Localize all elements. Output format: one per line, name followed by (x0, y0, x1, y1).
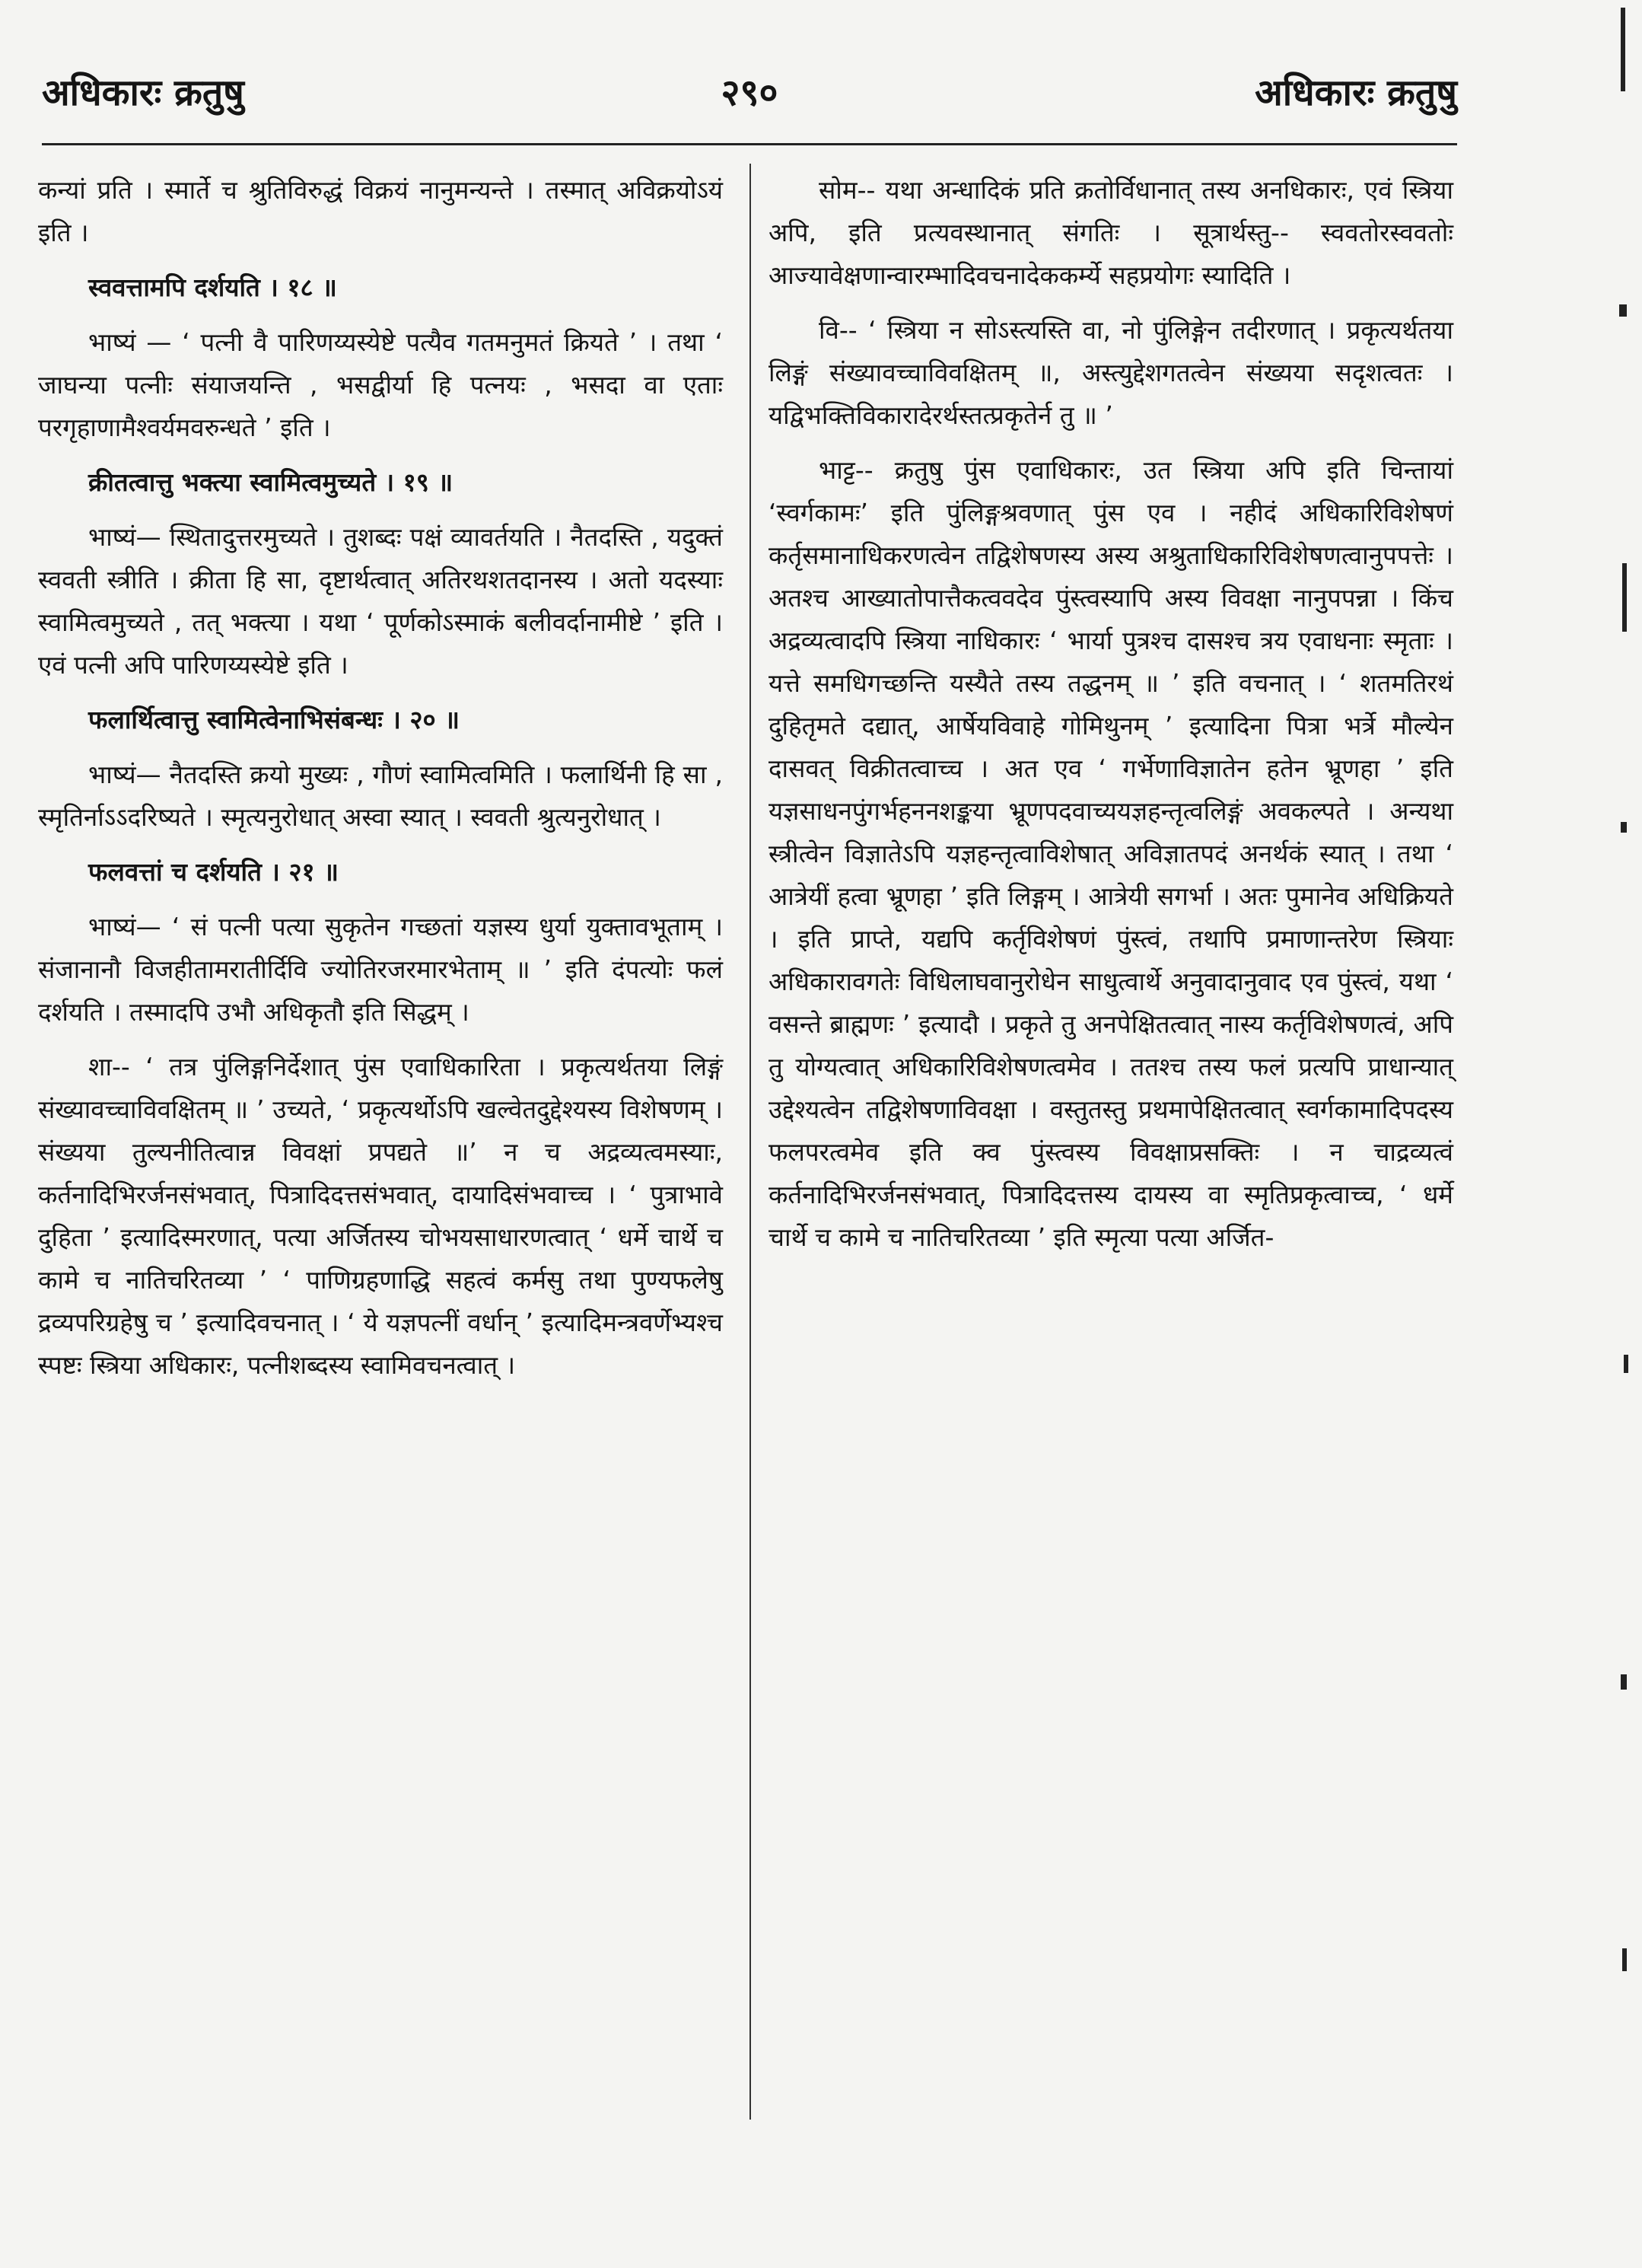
page-number: २९० (721, 72, 778, 114)
commentary-paragraph: भाष्यं— स्थितादुत्तरमुच्यते । तुशब्दः पक्षं व्यावर्तयति । नैतदस्ति , यदुक्तं स्ववती स्त्रीति । क्रीता हि सा, दृष्टार्थत्वात् अतिरथशतदानस्य । अतो यदस्याः स्वामित्वमुच्यते , तत् भक्त्या । यथा ‘ पूर्णकोऽस्माकं बलीवर्दानामीष्टे ’ इति । एवं पत्नी अपि पारिणय्यस्येष्टे इति । (38, 522, 731, 680)
sutra-line: स्ववत्तामपि दर्शयति । १८ ॥ (88, 272, 337, 302)
commentary-paragraph: भाट्ट-- क्रतुषु पुंस एवाधिकारः, उत स्त्रिया अपि इति चिन्तायां ‘स्वर्गकामः’ इति पुंलिङ्गश्रवणात् पुंस एव । नहीदं अधिकारिविशेषणं कर्तृसमानाधिकरणत्वेन तद्विशेषणस्य अस्य अश्रुताधिकारिविशेषणत्वानुपपत्तेः । अतश्च आख्यातोपात्तैकत्ववदेव पुंस्त्वस्यापि अस्य विवक्षा नानुपपन्ना । किंच अद्रव्यत्वादपि स्त्रिया नाधिकारः ‘ भार्या पुत्रश्च दासश्च त्रय एवाधनाः स्मृताः । यत्ते समधिगच्छन्ति यस्यैते तस्य तद्धनम् ॥ ’ इति वचनात् । ‘ शतमतिरथं दुहितृमते दद्यात्, आर्षेयविवाहे गोमिथुनम् ’ इत्यादिना पित्रा भर्त्रे मौल्येन दासवत् विक्रीतत्वाच्च । अत एव ‘ गर्भेणाविज्ञातेन हतेन भ्रूणहा ’ इति यज्ञसाधनपुंगर्भहननशङ्कया भ्रूणपदवाच्ययज्ञहन्तृत्वलिङ्गं अवकल्पते । अन्यथा स्त्रीत्वेन विज्ञातेऽपि यज्ञहन्तृत्वाविशेषात् अविज्ञातपदं अनर्थकं स्यात् । तथा ‘ आत्रेयीं हत्वा भ्रूणहा ’ इति लिङ्गम् । आत्रेयी सगर्भा । अतः पुमानेव अधिक्रियते । इति प्राप्ते, यद्यपि कर्तृविशेषणं पुंस्त्वं, तथापि प्रमाणान्तरेण स्त्रियाः अधिकारावगतेः विधिलाघवानुरोधेन साधुत्वार्थे अनुवादानुवाद एव पुंस्त्वं, यथा ‘ वसन्ते ब्राह्मणः ’ इत्यादौ । प्रकृते तु अनपेक्षितत्वात् नास्य कर्तृविशेषणत्वं, अपि तु योग्यत्वात् अधिकारिविशेषणत्वमेव । ततश्च तस्य फलं प्रत्यपि प्राधान्यात् उद्देश्यत्वेन तद्विशेषणाविवक्षा । वस्तुतस्तु प्रथमापेक्षितत्वात् स्वर्गकामादिपदस्य फलपरत्वमेव इति क्व पुंस्त्वस्य विवक्षाप्रसक्तिः । न चाद्रव्यत्वं कर्तनादिभिरर्जनसंभवात्, पित्रादिदत्तस्य दायस्य वा स्मृतिप्रकृत्वाच्च, ‘ धर्मे चार्थे च कामे च नातिचरितव्या ’ इति स्मृत्या पत्या अर्जित- (768, 455, 1462, 1252)
binding-mark (1622, 563, 1627, 632)
sutra-line: फलार्थित्वात्तु स्वामित्वेनाभिसंबन्धः । २० ॥ (88, 705, 460, 734)
commentary-paragraph: भाष्यं— नैतदस्ति क्रयो मुख्यः , गौणं स्वामित्वमिति । फलार्थिनी हि सा , स्मृतिर्नाऽऽदरिष्यते । स्मृत्यनुरोधात् अस्वा स्यात् । स्ववती श्रुत्यनुरोधात् । (38, 760, 731, 832)
commentary-paragraph: वि-- ‘ स्त्रिया न सोऽस्त्यस्ति वा, नो पुंलिङ्गेन तदीरणात् । प्रकृत्यर्थतया लिङ्गं संख्यावच्चाविवक्षितम् ॥, अस्त्युद्देशगतत्वेन संख्यया सदृशत्वतः । यद्विभक्तिविकारादेरर्थस्तत्प्रकृतेर्न तु ॥ ’ (768, 315, 1462, 430)
left-column (38, 169, 731, 1399)
commentary-paragraph: भाष्यं — ‘ पत्नी वै पारिणय्यस्येष्टे पत्यैव गतमनुमतं क्रियते ’ । तथा ‘ जाघन्या पत्नीः संयाजयन्ति , भसद्वीर्या हि पत्नयः , भसदा वा एताः परगृहाणामैश्वर्यमवरुन्धते ’ इति । (38, 327, 731, 442)
column-divider (749, 164, 751, 2120)
right-column (768, 169, 1462, 1271)
sutra-line: फलवत्तां च दर्शयति । २१ ॥ (88, 857, 339, 887)
commentary-paragraph: शा-- ‘ तत्र पुंलिङ्गनिर्देशात् पुंस एवाधिकारिता । प्रकृत्यर्थतया लिङ्गं संख्यावच्चाविवक्षितम् ॥ ’ उच्यते, ‘ प्रकृत्यर्थोऽपि खल्वेतदुद्देश्यस्य विशेषणम् । संख्यया तुल्यनीतित्वान्न विवक्षां प्रपद्यते ॥’ न च अद्रव्यत्वमस्याः, कर्तनादिभिरर्जनसंभवात्, पित्रादिदत्तसंभवात्, दायादिसंभवाच्च । ‘ पुत्राभावे दुहिता ’ इत्यादिस्मरणात्, पत्या अर्जितस्य चोभयसाधारणत्वात् ‘ धर्मे चार्थे च कामे च नातिचरितव्या ’ ‘ पाणिग्रहणाद्धि सहत्वं कर्मसु तथा पुण्यफलेषु द्रव्यपरिग्रहेषु च ’ इत्यादिवचनात् । ‘ ये यज्ञपत्नीं वर्धान् ’ इत्यादिमन्त्रवर्णेभ्यश्च स्पष्टः स्त्रिया अधिकारः, पत्नीशब्दस्य स्वामिवचनत्वात् । (38, 1052, 731, 1380)
binding-mark (1624, 1355, 1628, 1373)
binding-mark (1619, 304, 1627, 317)
commentary-paragraph: सोम-- यथा अन्धादिकं प्रति क्रतोर्विधानात् तस्य अनधिकारः, एवं स्त्रिया अपि, इति प्रत्यवस्थानात् संगतिः । सूत्रार्थस्तु-- स्ववतोरस्ववतोः आज्यावेक्षणान्वारम्भादिवचनादेककर्म्ये सहप्रयोगः स्यादिति । (768, 175, 1462, 290)
binding-mark (1621, 1674, 1627, 1690)
header-title-left: अधिकारः क्रतुषु (42, 72, 244, 114)
binding-mark (1621, 822, 1627, 833)
binding-mark (1622, 1948, 1627, 1971)
header-title-right: अधिकारः क्रतुषु (1255, 72, 1457, 114)
commentary-paragraph: भाष्यं— ‘ सं पत्नी पत्या सुकृतेन गच्छतां यज्ञस्य धुर्या युक्तावभूताम् । संजानानौ विजहीतामरातीर्दिवि ज्योतिरजरमारभेताम् ॥ ’ इति दंपत्योः फलं दर्शयति । तस्मादपि उभौ अधिकृतौ इति सिद्धम् । (38, 912, 731, 1027)
commentary-paragraph: कन्यां प्रति । स्मार्ते च श्रुतिविरुद्धं विक्रयं नानुमन्यन्ते । तस्मात् अविक्रयोऽयं इति । (38, 175, 731, 247)
sutra-line: क्रीतत्वात्तु भक्त्या स्वामित्वमुच्यते । १९ ॥ (88, 467, 453, 497)
header-divider (42, 143, 1457, 145)
binding-mark (1621, 8, 1625, 91)
running-header (42, 67, 1457, 120)
